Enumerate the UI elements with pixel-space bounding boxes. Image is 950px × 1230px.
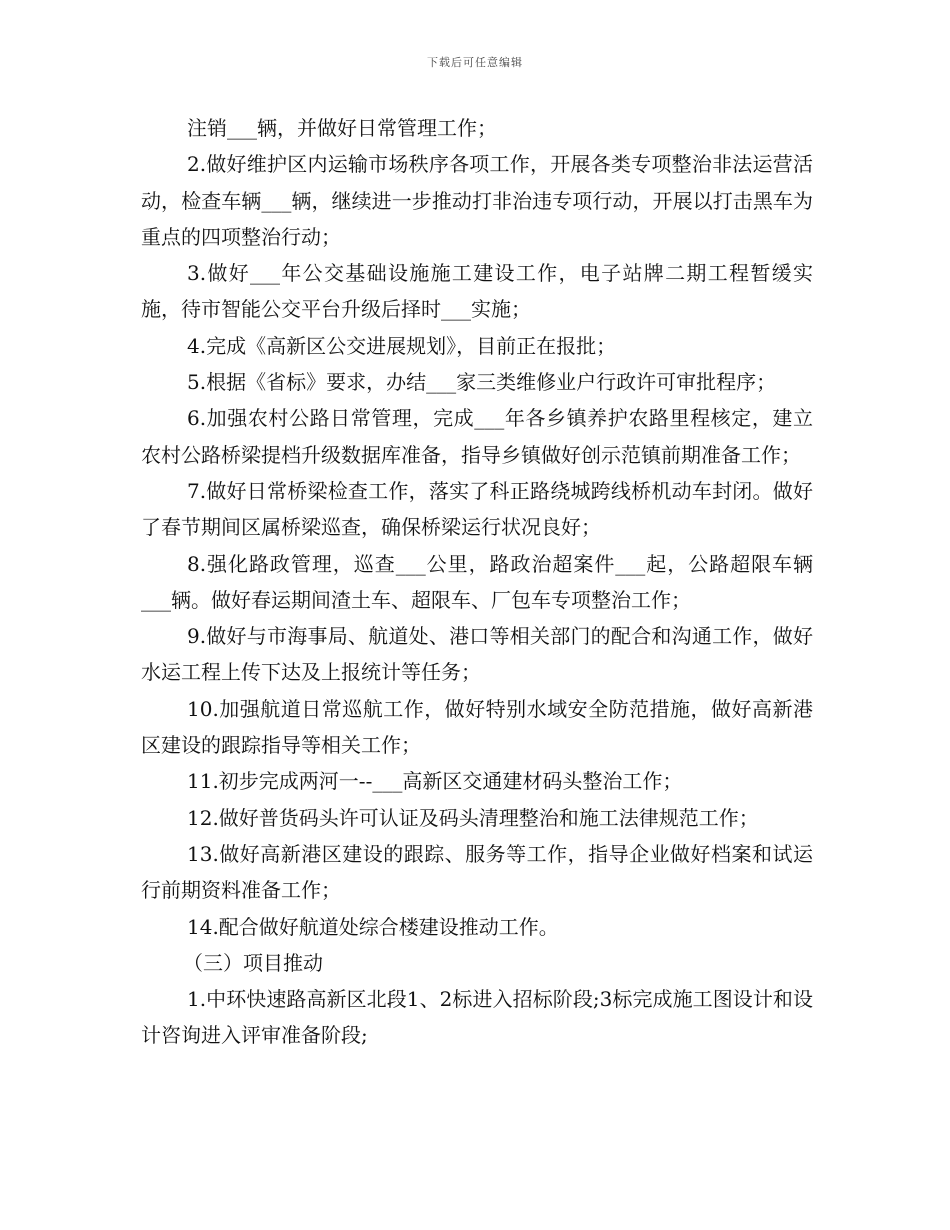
paragraph-12: 12.做好普货码头许可认证及码头清理整治和施工法律规范工作； <box>187 805 759 830</box>
paragraph-14: 14.配合做好航道处综合楼建设推动工作。 <box>187 914 559 939</box>
paragraph-3: 3.做好___年公交基础设施施工建设工作，电子站牌二期工程暂缓实施，待市智能公交平台升级后择时___实施； <box>141 261 813 322</box>
paragraph-11: 11.初步完成两河一--___高新区交通建材码头整治工作； <box>187 769 683 794</box>
paragraph-8: 8.强化路政管理，巡查___公里，路政治超案件___起，公路超限车辆___辆。做好春运期间渣土车、超限车、厂包车专项整治工作； <box>141 551 813 612</box>
document-body <box>141 110 813 1054</box>
paragraph-4: 4.完成《高新区公交进展规划》，目前正在报批； <box>187 333 617 358</box>
paragraph-7: 7.做好日常桥梁检查工作，落实了科正路绕城跨线桥机动车封闭。做好了春节期间区属桥梁巡查，确保桥梁运行状况良好； <box>141 478 813 540</box>
paragraph-9: 9.做好与市海事局、航道处、港口等相关部门的配合和沟通工作，做好水运工程上传下达及上报统计等任务； <box>141 624 813 685</box>
paragraph-6: 6.加强农村公路日常管理，完成___年各乡镇养护农路里程核定，建立农村公路桥梁提档升级数据库准备，指导乡镇做好创示范镇前期准备工作； <box>141 406 813 467</box>
paragraph-final: 1.中环快速路高新区北段1、2标进入招标阶段;3标完成施工图设计和设计咨询进入评审准备阶段; <box>141 987 813 1048</box>
paragraph-13: 13.做好高新港区建设的跟踪、服务等工作，指导企业做好档案和试运行前期资料准备工作； <box>141 841 813 903</box>
paragraph-10: 10.加强航道日常巡航工作，做好特别水域安全防范措施，做好高新港区建设的跟踪指导等相关工作； <box>141 696 813 758</box>
section-heading: （三）项目推动 <box>183 950 323 975</box>
page-header: 下载后可任意编辑 <box>427 56 523 69</box>
paragraph-2: 2.做好维护区内运输市场秩序各项工作，开展各类专项整治非法运营活动，检查车辆___辆，继续进一步推动打非治违专项行动，开展以打击黑车为重点的四项整治行动； <box>141 152 813 249</box>
paragraph-5: 5.根据《省标》要求，办结___家三类维修业户行政许可审批程序； <box>187 370 777 395</box>
paragraph-1: 注销___辆，并做好日常管理工作； <box>187 116 497 140</box>
